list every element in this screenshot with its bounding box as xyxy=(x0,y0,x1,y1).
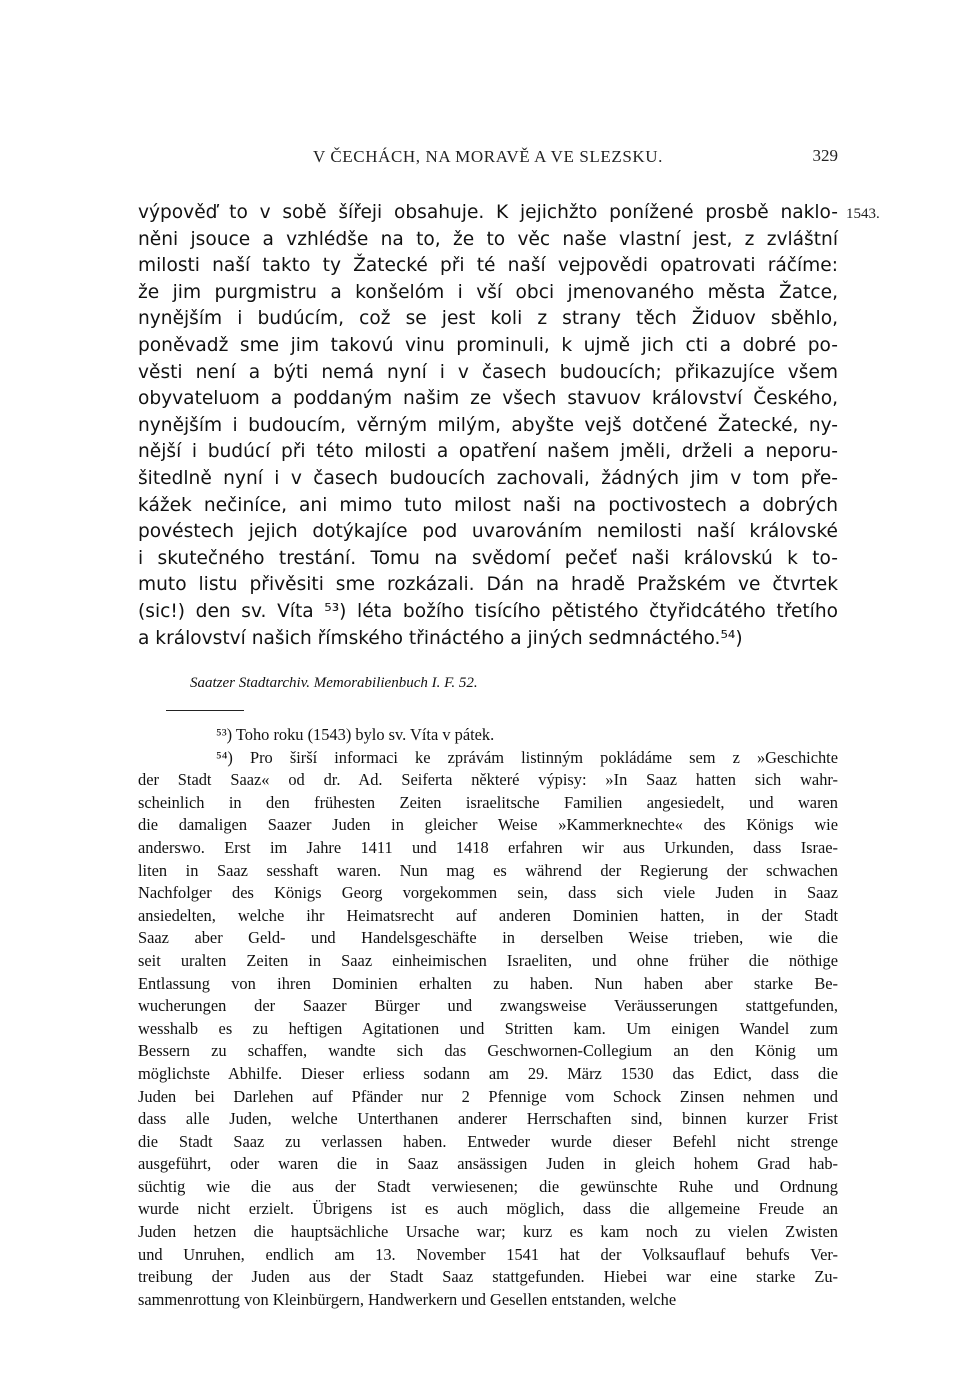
text-line: kážek nečiníce, ani mimo tuto milost naši na poctivostech a dobrých xyxy=(138,494,838,516)
text-line: poněvadž sme jim takovú vinu prominuli, k ujmě jich cti a dobré po- xyxy=(138,334,838,356)
text-line: výpověď to v sobě šířeji obsahuje. K jejichžto ponížené prosbě naklo- xyxy=(138,202,838,223)
footnotes-block xyxy=(138,724,838,1311)
text-line: i skutečného trestání. Tomu na svědomí pečeť naši královskú k to- xyxy=(138,547,838,569)
footnote-line: wesshalb es zu heftigen Agitationen und Stritten kam. Um einigen Wandel zum xyxy=(138,1018,838,1038)
footnote-line: die damaligen Saazer Juden in gleicher Weise »Kammerknechte« des Königs wie xyxy=(138,815,838,835)
footnote-line: ansiedelten, welche ihr Heimatsrecht auf anderen Dominien hatten, in der Stadt xyxy=(138,905,838,925)
footnote-line: der Stadt Saaz« od dr. Ad. Seiferta některé výpisy: »In Saaz hatten sich wahr- xyxy=(138,770,838,790)
footnote-line: süchtig wie die aus der Stadt verwiesenen; die gewünschte Ruhe und Ordnung xyxy=(138,1176,838,1196)
text-line: muto listu přivěsiti sme rozkázali. Dán na hradě Pražském ve čtvrtek xyxy=(138,574,838,596)
footnote-line: seit uralten Zeiten in Saaz einheimischen Israeliten, und ohne früher die nöthige xyxy=(138,950,838,970)
footnote-line: scheinlich in den frühesten Zeiten israelitsche Familien angesiedelt, und waren xyxy=(138,792,838,812)
text-line: šitedlně nyní i v časech budoucích zachovali, žádných jim v tom pře- xyxy=(138,467,838,489)
footnote-line: möglichste Abhilfe. Dieser erliess sodann am 29. März 1530 das Edict, dass die xyxy=(138,1063,838,1083)
footnote-line: treibung der Juden aus der Stadt Saaz stattgefunden. Hiebei war eine starke Zu- xyxy=(138,1267,838,1287)
footnote-line: Entlassung von ihren Dominien erhalten zu haben. Nun haben aber starke Be- xyxy=(138,973,838,993)
text-line: nější i budúcí při této milosti a opatření našem jměli, drželi a neporu- xyxy=(138,441,838,463)
text-line: nynějším i budoucím, věrným milým, abyšte vejš dotčené Žatecké, ny- xyxy=(138,414,838,436)
footnote-line: dass alle Juden, welche Unterthanen anderer Herrschaften sind, binnen kurzer Frist xyxy=(138,1109,838,1129)
text-line: obyvateluom a poddaným našim ze všech stavuov království Českého, xyxy=(138,388,838,410)
footnote-line: und Unruhen, endlich am 13. November 1541 hat der Volksauflauf behufs Ver- xyxy=(138,1244,838,1264)
text-line: věsti není a býti nemá nyní i v časech budoucích; přikazujíce všem xyxy=(138,361,838,383)
main-text-block xyxy=(138,200,838,652)
page-number: 329 xyxy=(812,146,838,165)
footnote-line: anderswo. Erst im Jahre 1411 und 1418 erfahren wir aus Urkunden, dass Israe- xyxy=(138,837,838,857)
footnote-line: die Stadt Saaz zu verlassen haben. Entweder wurde dieser Befehl nicht strenge xyxy=(138,1131,838,1151)
source-citation: Saatzer Stadtarchiv. Memorabilienbuch I. F. 52. xyxy=(190,675,478,691)
footnote-54: ⁵⁴) Pro širší informaci ke zprávám listinným pokládáme sem z »Geschichte xyxy=(216,747,838,767)
footnote-separator xyxy=(166,710,244,711)
footnote-line: wurde nicht erzielt. Übrigens ist es auch möglich, dass die allgemeine Freude an xyxy=(138,1199,838,1219)
text-line: něni jsouce a vzhlédše na to, že to věc naše vlastní jest, z zvláštní xyxy=(138,228,838,250)
text-line: že jim purgmistru a konšelóm i vší obci jmenovaného města Žatce, xyxy=(138,281,838,303)
text-line: povéstech jejich dotýkajíce pod uvarováním nemilosti naší královské xyxy=(138,521,838,543)
footnote-line: Nachfolger des Königs Georg vorgekommen sein, dass sich viele Juden in Saaz xyxy=(138,883,838,903)
footnote-line: Bessern zu schaffen, wandte sich das Geschwornen-Collegium an den König um xyxy=(138,1041,838,1061)
footnote-line: Juden hetzen die hauptsächliche Ursache war; kurz es kam noch zu vielen Zwisten xyxy=(138,1222,838,1242)
text-line: nynějším i budúcím, což se jest koli z strany těch Židuov sběhlo, xyxy=(138,308,838,330)
text-line: (sic!) den sv. Víta ⁵³) léta božího tisícího pětistého čtyřidcátého třetího xyxy=(138,600,838,622)
footnote-line: Juden bei Darlehen auf Pfänder nur 2 Pfennige vom Schock Zinsen nehmen und xyxy=(138,1086,838,1106)
footnote-line: liten in Saaz sesshaft waren. Nun mag es während der Regierung der schwachen xyxy=(138,860,838,880)
footnote-53: ⁵³) Toho roku (1543) bylo sv. Víta v pátek. xyxy=(216,725,495,744)
running-head: V ČECHÁCH, NA MORAVĚ A VE SLEZSKU. xyxy=(312,147,664,166)
text-line: a království našich římského třináctého a jiných sedmnáctého.⁵⁴) xyxy=(138,627,743,649)
footnote-line: ausgeführt, oder waren die in Saaz ansässigen Juden in gleich hohem Grad hab- xyxy=(138,1154,838,1174)
footnote-line: wucherungen der Saazer Bürger und zwangsweise Veräusserungen stattgefunden, xyxy=(138,996,838,1016)
footnote-line: Saaz aber Geld- und Handelsgeschäfte in derselben Weise trieben, wie die xyxy=(138,928,838,948)
margin-year-note: 1543. xyxy=(846,206,880,222)
footnote-line: sammenrottung von Kleinbürgern, Handwerkern und Gesellen entstanden, welche xyxy=(138,1289,677,1309)
text-line: milosti naší takto ty Žatecké při té naší vejpovědi opatrovati ráčíme: xyxy=(138,255,838,277)
